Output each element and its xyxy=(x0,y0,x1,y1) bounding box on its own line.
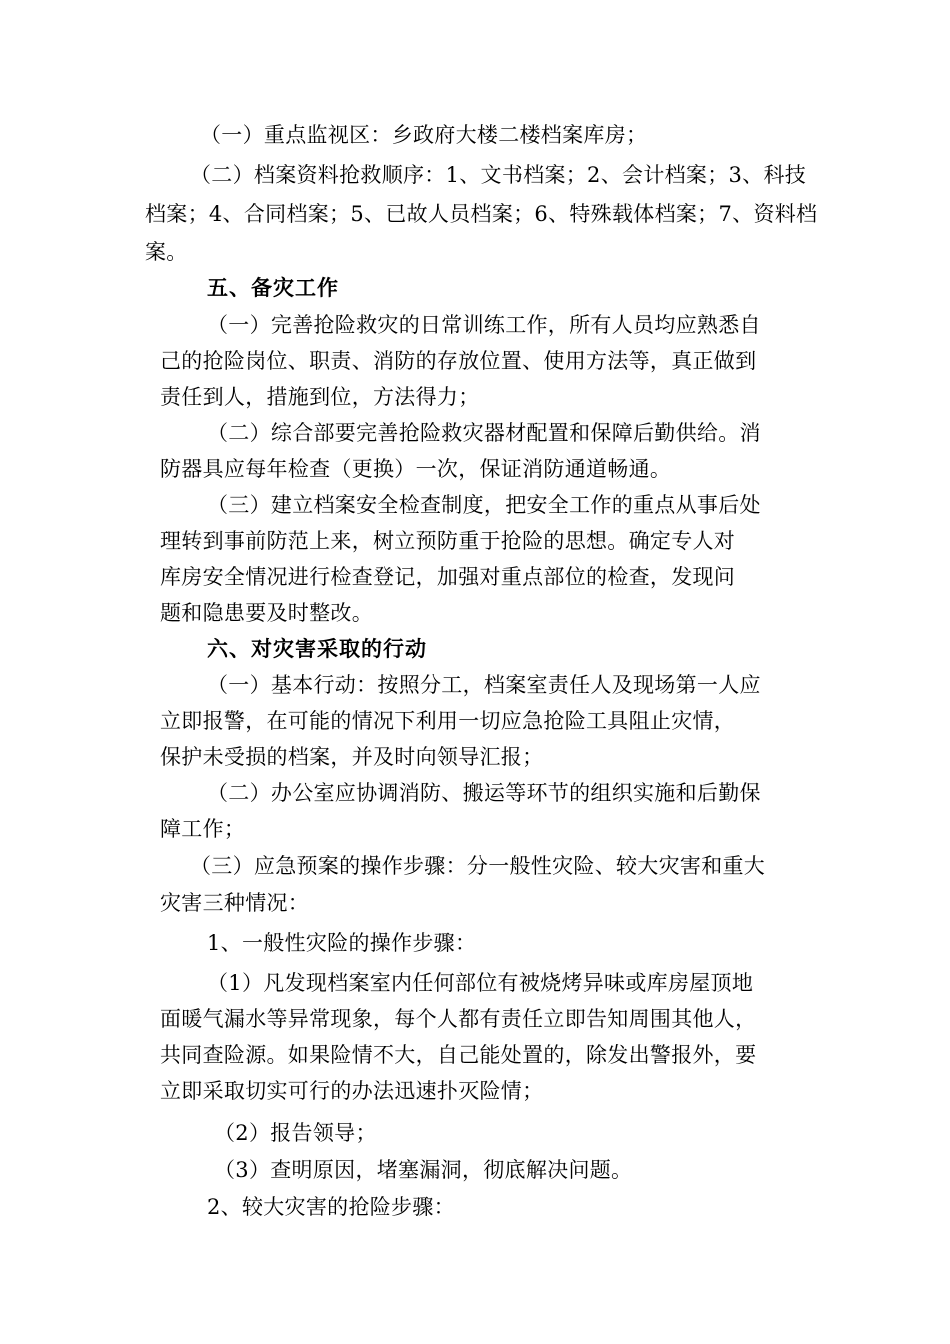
paragraph-line: （三）建立档案安全检查制度，把安全工作的重点从事后处 xyxy=(207,493,761,517)
paragraph-line: （1）凡发现档案室内任何部位有被烧烤异味或库房屋顶地 xyxy=(207,971,754,995)
paragraph-line: （二）综合部要完善抢险救灾器材配置和保障后勤供给。消 xyxy=(207,421,761,445)
section-heading: 六、对灾害采取的行动 xyxy=(207,637,427,661)
paragraph-line: 立即采取切实可行的办法迅速扑灭险情； xyxy=(160,1079,544,1103)
paragraph-line: （二）办公室应协调消防、搬运等环节的组织实施和后勤保 xyxy=(207,781,761,805)
paragraph-line: 题和隐患要及时整改。 xyxy=(160,601,373,625)
paragraph-line: （一）基本行动：按照分工，档案室责任人及现场第一人应 xyxy=(207,673,761,697)
section-heading: 五、备灾工作 xyxy=(207,276,339,300)
paragraph-line: 档案；4、合同档案；5、已故人员档案；6、特殊载体档案；7、资料档 xyxy=(145,202,818,226)
paragraph-line: 障工作； xyxy=(160,817,246,841)
paragraph-line: 灾害三种情况： xyxy=(160,891,310,915)
paragraph-line: 保护未受损的档案，并及时向领导汇报； xyxy=(160,745,544,769)
paragraph-line: 共同查险源。如果险情不大，自己能处置的，除发出警报外，要 xyxy=(160,1043,757,1067)
paragraph-line: （2）报告领导； xyxy=(214,1121,377,1145)
paragraph-line: 案。 xyxy=(145,240,188,264)
paragraph-line: （三）应急预案的操作步骤：分一般性灾险、较大灾害和重大 xyxy=(190,854,766,878)
paragraph-line: 理转到事前防范上来，树立预防重于抢险的思想。确定专人对 xyxy=(160,529,736,553)
paragraph-line: 面暖气漏水等异常现象，每个人都有责任立即告知周围其他人， xyxy=(160,1007,757,1031)
paragraph-line: （二）档案资料抢救顺序：1、文书档案；2、会计档案；3、科技 xyxy=(190,163,807,187)
paragraph-line: 防器具应每年检查（更换）一次，保证消防通道畅通。 xyxy=(160,457,672,481)
paragraph-line: 库房安全情况进行检查登记，加强对重点部位的检查，发现问 xyxy=(160,565,736,589)
paragraph-line: 责任到人，措施到位，方法得力； xyxy=(160,385,480,409)
paragraph-line: 2、较大灾害的抢险步骤： xyxy=(207,1195,455,1219)
paragraph-line: 立即报警，在可能的情况下利用一切应急抢险工具阻止灾情， xyxy=(160,709,736,733)
paragraph-line: （一）完善抢险救灾的日常训练工作，所有人员均应熟悉自 xyxy=(207,313,761,337)
paragraph-line: 1、一般性灾险的操作步骤： xyxy=(207,931,477,955)
paragraph-line: （3）查明原因，堵塞漏洞，彻底解决问题。 xyxy=(214,1158,633,1182)
paragraph-line: （一）重点监视区：乡政府大楼二楼档案库房； xyxy=(200,123,648,147)
paragraph-line: 己的抢险岗位、职责、消防的存放位置、使用方法等，真正做到 xyxy=(160,349,757,373)
